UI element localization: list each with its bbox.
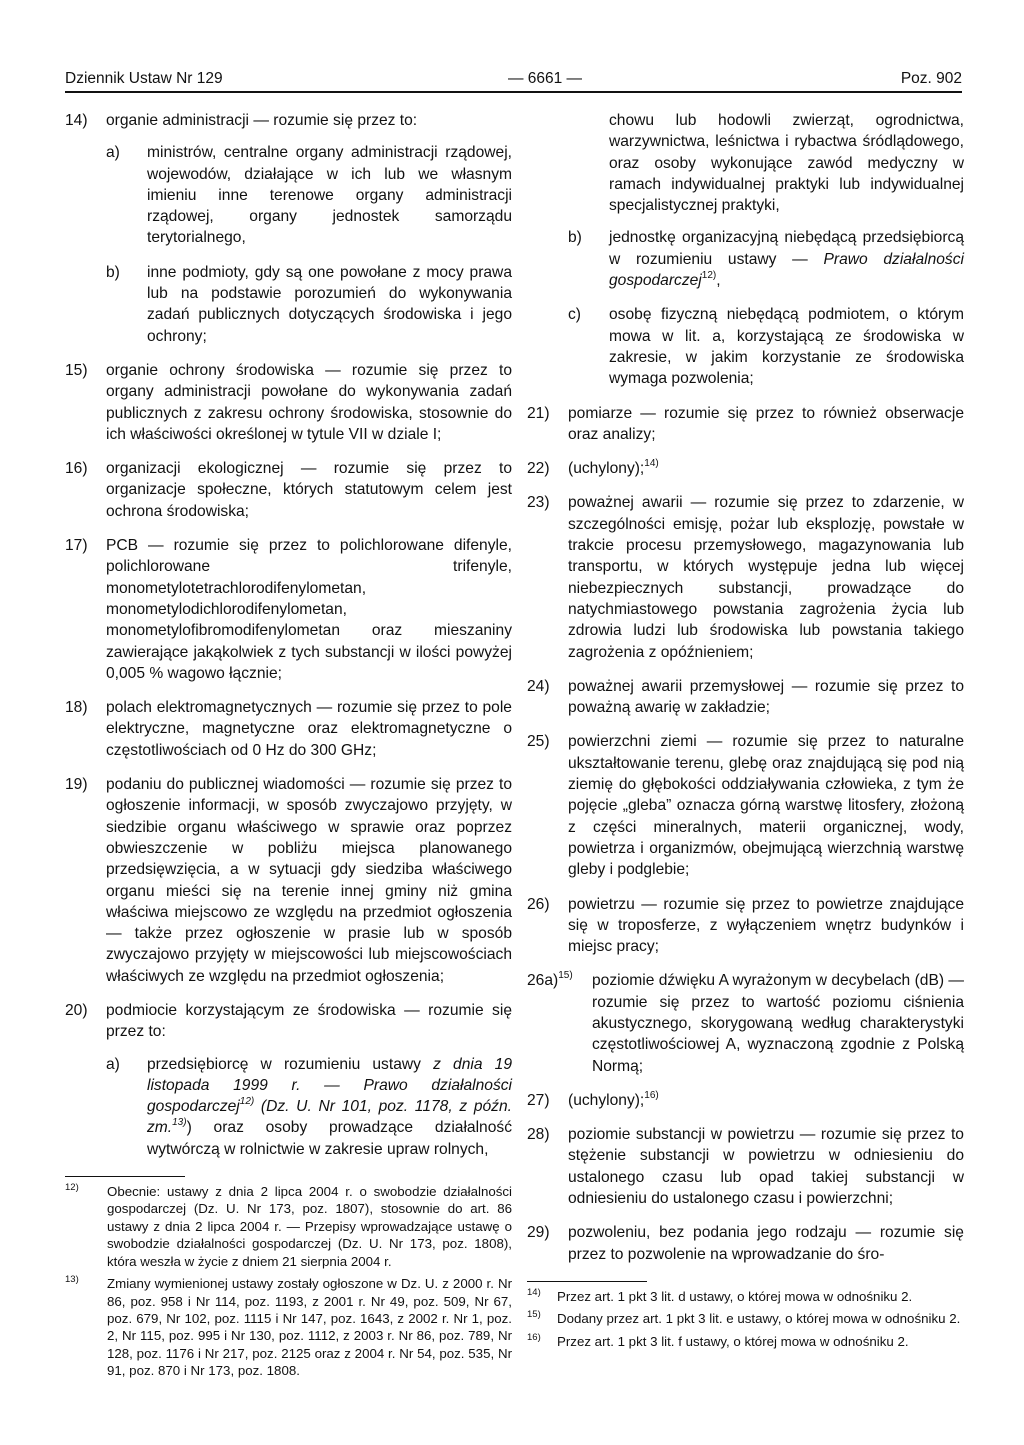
item-text: pozwoleniu, bez podania jego rodzaju — rozumie się przez to pozwolenie na wprowadzanie do śro- — [568, 1224, 964, 1263]
item-text — [609, 227, 964, 291]
footnote — [527, 1333, 964, 1350]
journal-title: Dziennik Ustaw Nr 129 — [65, 70, 223, 87]
definition-item — [65, 774, 512, 987]
footnote-ref[interactable]: 14) — [644, 458, 659, 470]
footnote — [65, 1275, 512, 1379]
item-number: 16) — [65, 460, 88, 478]
definition-item — [527, 403, 964, 446]
definition-item — [527, 894, 964, 958]
footnote-text: Przez art. 1 pkt 3 lit. d ustawy, o której mowa w odnośniku 2. — [557, 1288, 913, 1304]
footnote-number — [65, 1275, 79, 1292]
item-number: 29) — [527, 1224, 550, 1242]
text-run: jednostkę organizacyjną niebędącą przedsiębiorcą w rozumieniu ustawy — — [609, 229, 964, 268]
item-text: podmiocie korzystającym ze środowiska — rozumie się przez to: — [106, 1001, 512, 1041]
item-text: poważnej awarii przemysłowej — rozumie się przez to poważną awarię w zakładzie; — [568, 677, 964, 717]
footnote-number — [527, 1288, 541, 1305]
footnote-ref[interactable]: 12) — [701, 270, 717, 282]
position-number: Poz. 902 — [900, 70, 962, 87]
definition-item — [527, 731, 964, 880]
continuation-text — [527, 110, 964, 216]
item-number: 19) — [65, 776, 88, 794]
footnote-rule — [527, 1281, 647, 1282]
definition-item — [65, 110, 512, 131]
item-text: PCB — rozumie się przez to polichlorowane difenyle, polichlorowane trifenyle, monometylotetrachlorodifenylometan, monometylodichlorodifenylometan, monometylofibromodifenylometan oraz mieszaniny zawierające jakąkolwiek z tych substancji w ilości powyżej 0,005 % wagowo łącznie; — [106, 537, 512, 682]
footnote-marker: 14) — [527, 1286, 541, 1298]
footnote-marker: 16) — [527, 1331, 541, 1343]
item-text — [568, 1090, 964, 1111]
footnote — [527, 1288, 964, 1305]
footnote-ref[interactable]: 15) — [558, 970, 573, 982]
item-text: organie ochrony środowiska — rozumie się przez to organy administracji powołane do wykonywania zadań publicznych z zakresu ochrony środowiska, stosownie do ich właściwości określonej w tytule VII w dziale I; — [106, 361, 512, 443]
italic-run: (Dz. U. Nr 101, poz. 1178, z późn. zm. — [147, 1098, 512, 1137]
sub-item — [106, 142, 512, 248]
item-number-text: 26a) — [527, 972, 559, 990]
item-text: podaniu do publicznej wiadomości — rozumie się przez to ogłoszenie informacji, w sposób zwyczajowo przyjęty, w siedzibie organu właściwego w sprawie oraz poprzez obwieszczenie w pobliżu miejsca planowanego przedsięwzięcia, a w sytuacji gdy siedziba właściwego organu mieści się na terenie innej gminy niż gmina właściwa miejscowo ze względu na przedmiot ogłoszenia — także przez ogłoszenie w prasie lub w sposób zwyczajowo przyjęty w miejscowości lub miejscowościach właściwych ze względu na przedmiot ogłoszenia; — [106, 776, 512, 985]
item-text — [147, 142, 512, 248]
definition-item — [65, 697, 512, 761]
text-run: (uchylony); — [568, 1091, 645, 1109]
page-number: — 6661 — — [507, 70, 583, 87]
definition-item — [527, 458, 964, 479]
item-text: chowu lub hodowli zwierząt, ogrodnictwa, warzywnictwa, leśnictwa i rybactwa śródlądowego, oraz osoby wykonujące zawód medyczny w ramach indywidualnej praktyki lub indywidualnej specjalistycznej praktyki, — [609, 112, 964, 215]
footnote-number — [65, 1183, 79, 1200]
item-number: 21) — [527, 404, 550, 422]
definition-item — [65, 458, 512, 522]
item-number: 18) — [65, 699, 88, 717]
footnote-text: Dodany przez art. 1 pkt 3 lit. e ustawy, o której mowa w odnośniku 2. — [557, 1311, 961, 1327]
item-text — [147, 1054, 512, 1160]
sub-item — [106, 262, 512, 347]
footnote-ref[interactable]: 16) — [644, 1089, 659, 1101]
footnote-ref[interactable]: 13) — [172, 1117, 187, 1129]
definition-item — [527, 1090, 964, 1111]
sub-item — [568, 227, 964, 291]
item-letter: c) — [568, 306, 581, 324]
definition-item — [527, 676, 964, 719]
italic-run: z dnia 19 listopada 1999 r. — Prawo działalności gospodarczej — [147, 1055, 512, 1116]
item-text: poziomie dźwięku A wyrażonym w decybelach (dB) — rozumie się przez to wartość poziomu ciśnienia akustycznego, skorygowaną według charakterystyki częstotliwościowej A, wyznaczoną zgodnie z Polską Normą; — [592, 972, 964, 1075]
item-text: pomiarze — rozumie się przez to również obserwacje oraz analizy; — [568, 404, 964, 443]
item-number: 15) — [65, 361, 88, 379]
footnote-text: Obecnie: ustawy z dnia 2 lipca 2004 r. o swobodzie działalności gospodarczej (Dz. U. Nr 173, poz. 1807), stosownie do art. 86 ustawy z dnia 2 lipca 2004 r. — Przepisy wprowadzające ustawę o swobodzie działalności gospodarczej (Dz. U. Nr 173, poz. 1808), która weszła w życie z dniem 21 sierpnia 2004 r. — [107, 1184, 512, 1269]
text-run: przedsiębiorcę w rozumieniu ustawy — [147, 1055, 434, 1073]
definition-item — [527, 970, 964, 1076]
footnote-number — [527, 1333, 541, 1350]
definition-item — [527, 492, 964, 662]
item-text: polach elektromagnetycznych — rozumie się przez to pole elektryczne, magnetyczne oraz elektromagnetyczne o częstotliwościach od 0 Hz do 300 GHz; — [106, 699, 512, 759]
item-letter: b) — [568, 229, 582, 247]
item-number: 27) — [527, 1091, 550, 1109]
footnote-text: Zmiany wymienionej ustawy zostały ogłoszone w Dz. U. z 2000 r. Nr 86, poz. 958 i Nr 114, poz. 1193, z 2001 r. Nr 49, poz. 509, Nr 67, poz. 679, Nr 102, poz. 1115 i Nr 147, poz. 1643, z 2002 r. Nr 1, poz. 2, Nr 115, poz. 995 i Nr 130, poz. 1112, z 2003 r. Nr 86, poz. 789, Nr 128, poz. 1176 i Nr 217, poz. 2125 oraz z 2004 r. Nr 54, poz. 535, Nr 91, poz. 870 i Nr 173, poz. 1808. — [107, 1276, 512, 1379]
definition-item — [65, 1000, 512, 1043]
item-number: 22) — [527, 460, 550, 478]
item-text: powietrzu — rozumie się przez to powietrze znajdujące się w troposferze, z wyłączeniem wnętrz budynków i miejsc pracy; — [568, 895, 964, 956]
footnote-marker: 12) — [65, 1182, 79, 1194]
item-number — [527, 970, 573, 991]
item-text: poziomie substancji w powietrzu — rozumie się przez to stężenie substancji w powietrzu w odniesieniu do ustalonego czasu lub opad takiej substancji w odniesieniu do ustalonego czasu i powierzchni; — [568, 1126, 964, 1208]
footnote-number — [527, 1310, 541, 1327]
footnote-marker: 13) — [65, 1274, 79, 1286]
item-text: organizacji ekologicznej — rozumie się przez to organizacje społeczne, których statutowym celem jest ochrona środowiska; — [106, 460, 512, 520]
footnote-rule — [65, 1176, 185, 1177]
item-number: 26) — [527, 895, 550, 913]
footnote-text: Przez art. 1 pkt 3 lit. f ustawy, o której mowa w odnośniku 2. — [557, 1333, 909, 1349]
item-number: 23) — [527, 494, 550, 512]
item-letter: a) — [106, 1055, 120, 1073]
header-rule — [65, 91, 962, 93]
footnotes-right — [527, 1288, 964, 1350]
item-letter: a) — [106, 144, 120, 162]
text-run: , — [716, 272, 721, 290]
item-text: organie administracji — rozumie się przez to: — [106, 112, 418, 129]
item-text — [568, 458, 964, 479]
item-number: 28) — [527, 1126, 550, 1144]
sub-item — [568, 304, 964, 389]
italic-run: Prawo działalności gospodarczej — [609, 250, 964, 290]
item-number: 24) — [527, 677, 550, 695]
left-column — [65, 110, 512, 1385]
text-run: ) oraz osoby prowadzące działalność wytwórczą w rolnictwie w zakresie upraw rolnych, — [147, 1119, 512, 1158]
definition-item — [65, 360, 512, 445]
footnote-marker: 15) — [527, 1309, 541, 1321]
definition-item — [527, 1124, 964, 1209]
right-column — [527, 110, 964, 1355]
item-letter: b) — [106, 263, 120, 281]
sub-item — [106, 1054, 512, 1160]
footnote-ref[interactable]: 12) — [239, 1096, 255, 1108]
item-text: powierzchni ziemi — rozumie się przez to naturalne ukształtowanie terenu, glebę oraz znajdującą się pod nią ziemię do głębokości oddziaływania człowieka, z tym że pojęcie „gleba” oznacza górną warstwę litosfery, złożoną z części mineralnych, materii organicznej, wody, powietrza i organizmów, obejmującą wierzchnią warstwę gleby i podglebie; — [568, 733, 964, 879]
item-number: 20) — [65, 1001, 88, 1019]
definition-item — [65, 535, 512, 684]
text-run: (uchylony); — [568, 460, 645, 478]
footnotes-left — [65, 1183, 512, 1379]
item-text: inne podmioty, gdy są one powołane z mocy prawa lub na podstawie porozumień do wykonywania zadań publicznych dotyczących środowiska i jego ochrony; — [147, 263, 512, 345]
item-text: poważnej awarii — rozumie się przez to zdarzenie, w szczególności emisję, pożar lub eksplozję, powstałe w trakcie procesu przemysłowego, magazynowania lub transportu, w których występuje jedna lub więcej niebezpiecznych substancji, prowadzące do natychmiastowego powstania zagrożenia życia lub zdrowia ludzi lub środowiska lub powstania takiego zagrożenia z opóźnieniem; — [568, 494, 964, 661]
definition-item — [527, 1222, 964, 1265]
footnote — [527, 1310, 964, 1327]
footnote — [65, 1183, 512, 1270]
item-number: 25) — [527, 733, 550, 751]
item-number: 14) — [65, 112, 88, 129]
text-run: ministrów, centralne organy administracji rządowej, wojewodów, działające w ich lub we własnym imieniu inne terenowe organy administracji rządowej, organy jednostek samorządu terytorialnego, — [147, 144, 512, 247]
item-number: 17) — [65, 537, 88, 555]
item-text: osobę fizyczną niebędącą podmiotem, o którym mowa w lit. a, korzystającą ze środowiska w zakresie, w jakim korzystanie ze środowiska wymaga pozwolenia; — [609, 306, 964, 388]
page-header — [65, 66, 962, 92]
